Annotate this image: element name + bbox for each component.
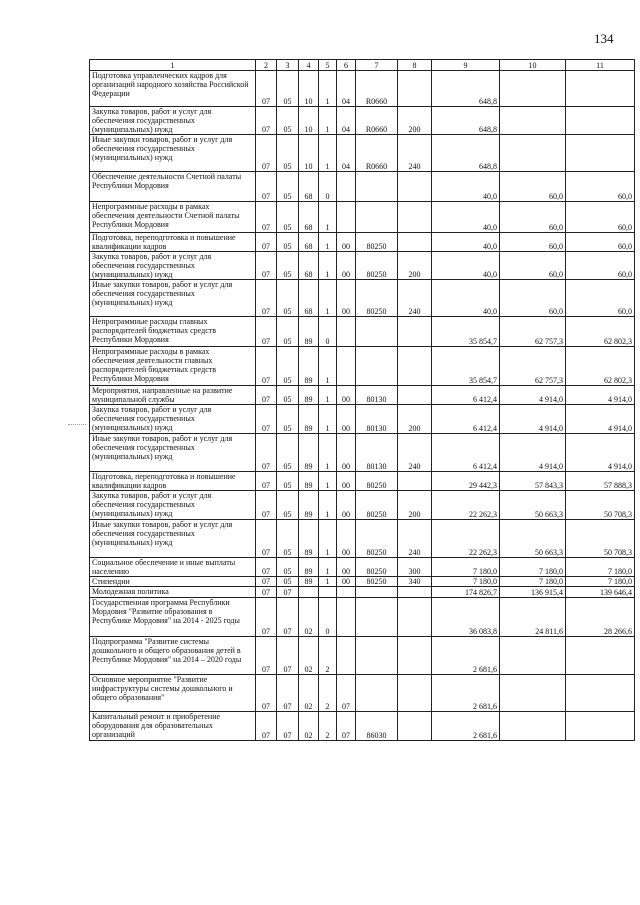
amount-cell <box>500 712 566 741</box>
table-row <box>90 520 635 558</box>
amount-cell: 50 708,3 <box>566 520 635 558</box>
amount-cell: 36 083,8 <box>432 598 500 637</box>
code-cell: 07 <box>256 202 277 233</box>
code-cell: 07 <box>256 71 277 107</box>
code-cell: 89 <box>299 405 319 434</box>
code-cell <box>299 587 319 598</box>
code-cell: 07 <box>256 405 277 434</box>
row-name-cell: Закупка товаров, работ и услуг для обеспечения государственных (муниципальных) нужд <box>90 405 256 434</box>
code-cell <box>398 317 432 347</box>
code-cell <box>398 233 432 252</box>
row-name-cell: Иные закупки товаров, работ и услуг для обеспечения государственных (муниципальных) нужд <box>90 280 256 317</box>
amount-cell: 60,0 <box>500 202 566 233</box>
code-cell: 80250 <box>356 252 398 280</box>
amount-cell: 50 708,3 <box>566 491 635 520</box>
code-cell: 05 <box>277 317 299 347</box>
amount-cell <box>500 71 566 107</box>
column-header-2: 2 <box>256 60 277 71</box>
amount-cell: 60,0 <box>566 202 635 233</box>
code-cell: 04 <box>337 135 356 172</box>
table-row <box>90 434 635 472</box>
column-header-1: 1 <box>90 60 256 71</box>
amount-cell: 62 757,3 <box>500 317 566 347</box>
code-cell: 00 <box>337 252 356 280</box>
code-cell: 0 <box>319 172 337 202</box>
amount-cell: 24 811,6 <box>500 598 566 637</box>
code-cell: 07 <box>256 577 277 587</box>
row-name-cell: Непрограммные расходы главных распорядителей бюджетных средств Республики Мордовия <box>90 317 256 347</box>
amount-cell: 40,0 <box>432 233 500 252</box>
code-cell: 07 <box>256 107 277 135</box>
code-cell: 80250 <box>356 491 398 520</box>
row-name-cell: Капитальный ремонт и приобретение оборудования для образовательных организаций <box>90 712 256 741</box>
amount-cell: 4 914,0 <box>500 434 566 472</box>
amount-cell: 28 266,6 <box>566 598 635 637</box>
code-cell: 1 <box>319 107 337 135</box>
table-row <box>90 386 635 405</box>
amount-cell <box>500 107 566 135</box>
column-header-5: 5 <box>319 60 337 71</box>
code-cell: 05 <box>277 71 299 107</box>
code-cell: 02 <box>299 598 319 637</box>
amount-cell: 7 180,0 <box>500 577 566 587</box>
code-cell <box>398 675 432 712</box>
amount-cell <box>566 637 635 675</box>
amount-cell: 40,0 <box>432 202 500 233</box>
amount-cell: 2 681,6 <box>432 712 500 741</box>
amount-cell: 174 826,7 <box>432 587 500 598</box>
amount-cell <box>500 675 566 712</box>
code-cell: 1 <box>319 233 337 252</box>
code-cell <box>319 587 337 598</box>
code-cell: 86030 <box>356 712 398 741</box>
table-row <box>90 135 635 172</box>
amount-cell: 139 646,4 <box>566 587 635 598</box>
code-cell: 05 <box>277 558 299 577</box>
amount-cell: 4 914,0 <box>566 405 635 434</box>
row-name-cell: Непрограммные расходы в рамках обеспечения деятельности главных распорядителей бюджетных средств Республики Мордовия <box>90 347 256 386</box>
amount-cell <box>566 135 635 172</box>
table-row <box>90 712 635 741</box>
amount-cell: 29 442,3 <box>432 472 500 491</box>
row-name-cell: Обеспечение деятельности Счетной палаты Республики Мордовия <box>90 172 256 202</box>
code-cell: 80250 <box>356 233 398 252</box>
table-row <box>90 577 635 587</box>
code-cell: 1 <box>319 135 337 172</box>
code-cell: 00 <box>337 434 356 472</box>
budget-table <box>89 59 635 741</box>
code-cell: 80250 <box>356 558 398 577</box>
code-cell: 00 <box>337 386 356 405</box>
table-row <box>90 491 635 520</box>
code-cell <box>337 347 356 386</box>
code-cell: 68 <box>299 172 319 202</box>
page-number: 134 <box>594 31 614 46</box>
code-cell: 68 <box>299 233 319 252</box>
code-cell: 0 <box>319 317 337 347</box>
amount-cell: 60,0 <box>500 280 566 317</box>
amount-cell: 40,0 <box>432 280 500 317</box>
code-cell: 07 <box>256 558 277 577</box>
code-cell: 240 <box>398 434 432 472</box>
code-cell: 1 <box>319 202 337 233</box>
code-cell: 05 <box>277 472 299 491</box>
table-row <box>90 280 635 317</box>
code-cell: 1 <box>319 520 337 558</box>
amount-cell: 4 914,0 <box>500 386 566 405</box>
code-cell: 80250 <box>356 472 398 491</box>
code-cell: 07 <box>256 280 277 317</box>
header-row <box>90 60 635 71</box>
row-name-cell: Иные закупки товаров, работ и услуг для обеспечения государственных (муниципальных) нужд <box>90 520 256 558</box>
amount-cell: 22 262,3 <box>432 491 500 520</box>
table-row <box>90 472 635 491</box>
amount-cell: 648,8 <box>432 107 500 135</box>
code-cell: 05 <box>277 172 299 202</box>
amount-cell: 6 412,4 <box>432 386 500 405</box>
code-cell: 200 <box>398 252 432 280</box>
amount-cell: 6 412,4 <box>432 405 500 434</box>
code-cell <box>398 712 432 741</box>
code-cell <box>337 202 356 233</box>
code-cell: 80130 <box>356 434 398 472</box>
amount-cell: 60,0 <box>566 233 635 252</box>
code-cell: 89 <box>299 472 319 491</box>
code-cell: 04 <box>337 107 356 135</box>
code-cell: 80130 <box>356 405 398 434</box>
code-cell <box>337 598 356 637</box>
amount-cell: 7 180,0 <box>566 558 635 577</box>
code-cell: 89 <box>299 386 319 405</box>
code-cell: 1 <box>319 577 337 587</box>
table-row <box>90 71 635 107</box>
amount-cell: 40,0 <box>432 172 500 202</box>
code-cell: 200 <box>398 491 432 520</box>
table-row <box>90 233 635 252</box>
code-cell <box>337 587 356 598</box>
code-cell: 80130 <box>356 386 398 405</box>
code-cell <box>356 675 398 712</box>
row-name-cell: Закупка товаров, работ и услуг для обеспечения государственных (муниципальных) нужд <box>90 107 256 135</box>
amount-cell: 60,0 <box>500 172 566 202</box>
code-cell: 80250 <box>356 577 398 587</box>
margin-mark <box>68 424 86 425</box>
amount-cell: 50 663,3 <box>500 520 566 558</box>
amount-cell <box>566 71 635 107</box>
code-cell: 2 <box>319 712 337 741</box>
code-cell: 05 <box>277 233 299 252</box>
code-cell: 02 <box>299 712 319 741</box>
code-cell <box>337 317 356 347</box>
code-cell: 00 <box>337 472 356 491</box>
code-cell: 1 <box>319 472 337 491</box>
code-cell: 00 <box>337 233 356 252</box>
code-cell: 1 <box>319 386 337 405</box>
row-name-cell: Подготовка, переподготовка и повышение квалификации кадров <box>90 472 256 491</box>
code-cell <box>398 71 432 107</box>
code-cell: 1 <box>319 252 337 280</box>
column-header-4: 4 <box>299 60 319 71</box>
table-row <box>90 107 635 135</box>
code-cell: 1 <box>319 558 337 577</box>
amount-cell: 7 180,0 <box>566 577 635 587</box>
code-cell: 89 <box>299 577 319 587</box>
column-header-8: 8 <box>398 60 432 71</box>
row-name-cell: Закупка товаров, работ и услуг для обеспечения государственных (муниципальных) нужд <box>90 491 256 520</box>
row-name-cell: Основное мероприятие "Развитие инфраструктуры системы дошкольного и общего образования" <box>90 675 256 712</box>
code-cell: 07 <box>256 317 277 347</box>
code-cell: 00 <box>337 558 356 577</box>
table-body <box>90 71 635 741</box>
table-row <box>90 347 635 386</box>
table-row <box>90 637 635 675</box>
code-cell: 07 <box>256 637 277 675</box>
code-cell: 05 <box>277 107 299 135</box>
table-row <box>90 558 635 577</box>
code-cell: 07 <box>277 675 299 712</box>
code-cell: 89 <box>299 520 319 558</box>
code-cell: 02 <box>299 637 319 675</box>
row-name-cell: Иные закупки товаров, работ и услуг для обеспечения государственных (муниципальных) нужд <box>90 434 256 472</box>
code-cell <box>356 587 398 598</box>
table-row <box>90 405 635 434</box>
amount-cell: 57 843,3 <box>500 472 566 491</box>
code-cell: 00 <box>337 577 356 587</box>
column-header-9: 9 <box>432 60 500 71</box>
code-cell: 80250 <box>356 280 398 317</box>
code-cell <box>356 598 398 637</box>
code-cell: 0 <box>319 598 337 637</box>
amount-cell <box>566 107 635 135</box>
column-header-6: 6 <box>337 60 356 71</box>
code-cell: 05 <box>277 280 299 317</box>
row-name-cell: Стипендии <box>90 577 256 587</box>
amount-cell: 4 914,0 <box>566 434 635 472</box>
code-cell: 07 <box>256 434 277 472</box>
row-name-cell: Закупка товаров, работ и услуг для обеспечения государственных (муниципальных) нужд <box>90 252 256 280</box>
amount-cell <box>500 637 566 675</box>
code-cell: 89 <box>299 317 319 347</box>
code-cell: 05 <box>277 520 299 558</box>
amount-cell: 57 888,3 <box>566 472 635 491</box>
code-cell: 07 <box>337 712 356 741</box>
code-cell: R0660 <box>356 71 398 107</box>
table-row <box>90 202 635 233</box>
code-cell: 05 <box>277 577 299 587</box>
amount-cell: 62 802,3 <box>566 317 635 347</box>
amount-cell: 7 180,0 <box>500 558 566 577</box>
amount-cell: 50 663,3 <box>500 491 566 520</box>
amount-cell <box>500 135 566 172</box>
code-cell <box>398 587 432 598</box>
amount-cell: 4 914,0 <box>500 405 566 434</box>
code-cell: 07 <box>256 172 277 202</box>
code-cell: 07 <box>256 233 277 252</box>
amount-cell: 2 681,6 <box>432 675 500 712</box>
code-cell: 200 <box>398 405 432 434</box>
amount-cell: 35 854,7 <box>432 317 500 347</box>
code-cell <box>398 386 432 405</box>
code-cell: 07 <box>256 347 277 386</box>
table-row <box>90 598 635 637</box>
code-cell: 05 <box>277 491 299 520</box>
code-cell: 07 <box>256 712 277 741</box>
code-cell: 1 <box>319 347 337 386</box>
amount-cell <box>566 675 635 712</box>
code-cell: 05 <box>277 405 299 434</box>
row-name-cell: Подготовка, переподготовка и повышение квалификации кадров <box>90 233 256 252</box>
table-row <box>90 252 635 280</box>
row-name-cell: Социальное обеспечение и иные выплаты населению <box>90 558 256 577</box>
code-cell: 300 <box>398 558 432 577</box>
amount-cell: 60,0 <box>500 233 566 252</box>
code-cell <box>356 637 398 675</box>
code-cell: 07 <box>256 675 277 712</box>
code-cell <box>337 172 356 202</box>
code-cell: 10 <box>299 107 319 135</box>
code-cell: 200 <box>398 107 432 135</box>
code-cell: 2 <box>319 675 337 712</box>
code-cell <box>398 172 432 202</box>
code-cell: 68 <box>299 202 319 233</box>
code-cell <box>398 472 432 491</box>
code-cell: 07 <box>256 598 277 637</box>
amount-cell: 22 262,3 <box>432 520 500 558</box>
code-cell: 05 <box>277 252 299 280</box>
amount-cell: 35 854,7 <box>432 347 500 386</box>
code-cell <box>398 202 432 233</box>
code-cell: 07 <box>256 252 277 280</box>
code-cell: R0660 <box>356 135 398 172</box>
table-row <box>90 317 635 347</box>
row-name-cell: Подготовка управленческих кадров для организаций народного хозяйства Российской Федерации <box>90 71 256 107</box>
table-row <box>90 587 635 598</box>
code-cell: 10 <box>299 135 319 172</box>
amount-cell: 40,0 <box>432 252 500 280</box>
code-cell: 07 <box>256 520 277 558</box>
code-cell: 07 <box>277 587 299 598</box>
code-cell: 1 <box>319 434 337 472</box>
table-row <box>90 675 635 712</box>
column-header-11: 11 <box>566 60 635 71</box>
code-cell: 07 <box>337 675 356 712</box>
code-cell: 07 <box>256 472 277 491</box>
amount-cell: 60,0 <box>566 172 635 202</box>
code-cell: 340 <box>398 577 432 587</box>
code-cell: 07 <box>277 598 299 637</box>
code-cell: 05 <box>277 135 299 172</box>
code-cell: 02 <box>299 675 319 712</box>
row-name-cell: Подпрограмма "Развитие системы дошкольного и общего образования детей в Республике Мордовия" на 2014 – 2020 годы <box>90 637 256 675</box>
amount-cell: 648,8 <box>432 71 500 107</box>
code-cell <box>337 637 356 675</box>
amount-cell: 60,0 <box>500 252 566 280</box>
code-cell: 1 <box>319 280 337 317</box>
code-cell: 10 <box>299 71 319 107</box>
row-name-cell: Молодежная политика <box>90 587 256 598</box>
code-cell: 00 <box>337 491 356 520</box>
row-name-cell: Непрограммные расходы в рамках обеспечения деятельности Счетной палаты Республики Мордовия <box>90 202 256 233</box>
code-cell <box>398 347 432 386</box>
column-header-10: 10 <box>500 60 566 71</box>
code-cell <box>356 202 398 233</box>
amount-cell: 60,0 <box>566 252 635 280</box>
amount-cell: 2 681,6 <box>432 637 500 675</box>
column-header-3: 3 <box>277 60 299 71</box>
code-cell: 07 <box>256 491 277 520</box>
code-cell: 1 <box>319 491 337 520</box>
code-cell: 07 <box>256 386 277 405</box>
code-cell: 89 <box>299 434 319 472</box>
amount-cell: 4 914,0 <box>566 386 635 405</box>
row-name-cell: Государственная программа Республики Мордовия "Развитие образования в Республике Мордовия" на 2014 - 2025 годы <box>90 598 256 637</box>
amount-cell: 648,8 <box>432 135 500 172</box>
amount-cell: 62 757,3 <box>500 347 566 386</box>
amount-cell: 136 915,4 <box>500 587 566 598</box>
amount-cell <box>566 712 635 741</box>
code-cell <box>398 598 432 637</box>
code-cell: 05 <box>277 347 299 386</box>
code-cell: 07 <box>256 135 277 172</box>
amount-cell: 6 412,4 <box>432 434 500 472</box>
row-name-cell: Мероприятия, направленные на развитие муниципальной службы <box>90 386 256 405</box>
code-cell <box>398 637 432 675</box>
code-cell: 04 <box>337 71 356 107</box>
code-cell: 00 <box>337 520 356 558</box>
code-cell: 05 <box>277 434 299 472</box>
column-header-7: 7 <box>356 60 398 71</box>
code-cell: 05 <box>277 202 299 233</box>
code-cell: 07 <box>256 587 277 598</box>
code-cell: 68 <box>299 252 319 280</box>
code-cell: 1 <box>319 405 337 434</box>
code-cell: 07 <box>277 637 299 675</box>
code-cell: 89 <box>299 491 319 520</box>
table-row <box>90 172 635 202</box>
code-cell: 89 <box>299 347 319 386</box>
code-cell: 240 <box>398 135 432 172</box>
amount-cell: 7 180,0 <box>432 558 500 577</box>
code-cell: 2 <box>319 637 337 675</box>
code-cell: 89 <box>299 558 319 577</box>
row-name-cell: Иные закупки товаров, работ и услуг для обеспечения государственных (муниципальных) нужд <box>90 135 256 172</box>
amount-cell: 7 180,0 <box>432 577 500 587</box>
code-cell: 80250 <box>356 520 398 558</box>
code-cell: 07 <box>277 712 299 741</box>
code-cell: 05 <box>277 386 299 405</box>
amount-cell: 60,0 <box>566 280 635 317</box>
code-cell <box>356 317 398 347</box>
code-cell <box>356 172 398 202</box>
code-cell: 240 <box>398 280 432 317</box>
code-cell: 00 <box>337 405 356 434</box>
code-cell: 68 <box>299 280 319 317</box>
code-cell: 240 <box>398 520 432 558</box>
code-cell: R0660 <box>356 107 398 135</box>
code-cell: 00 <box>337 280 356 317</box>
code-cell: 1 <box>319 71 337 107</box>
amount-cell: 62 802,3 <box>566 347 635 386</box>
code-cell <box>356 347 398 386</box>
